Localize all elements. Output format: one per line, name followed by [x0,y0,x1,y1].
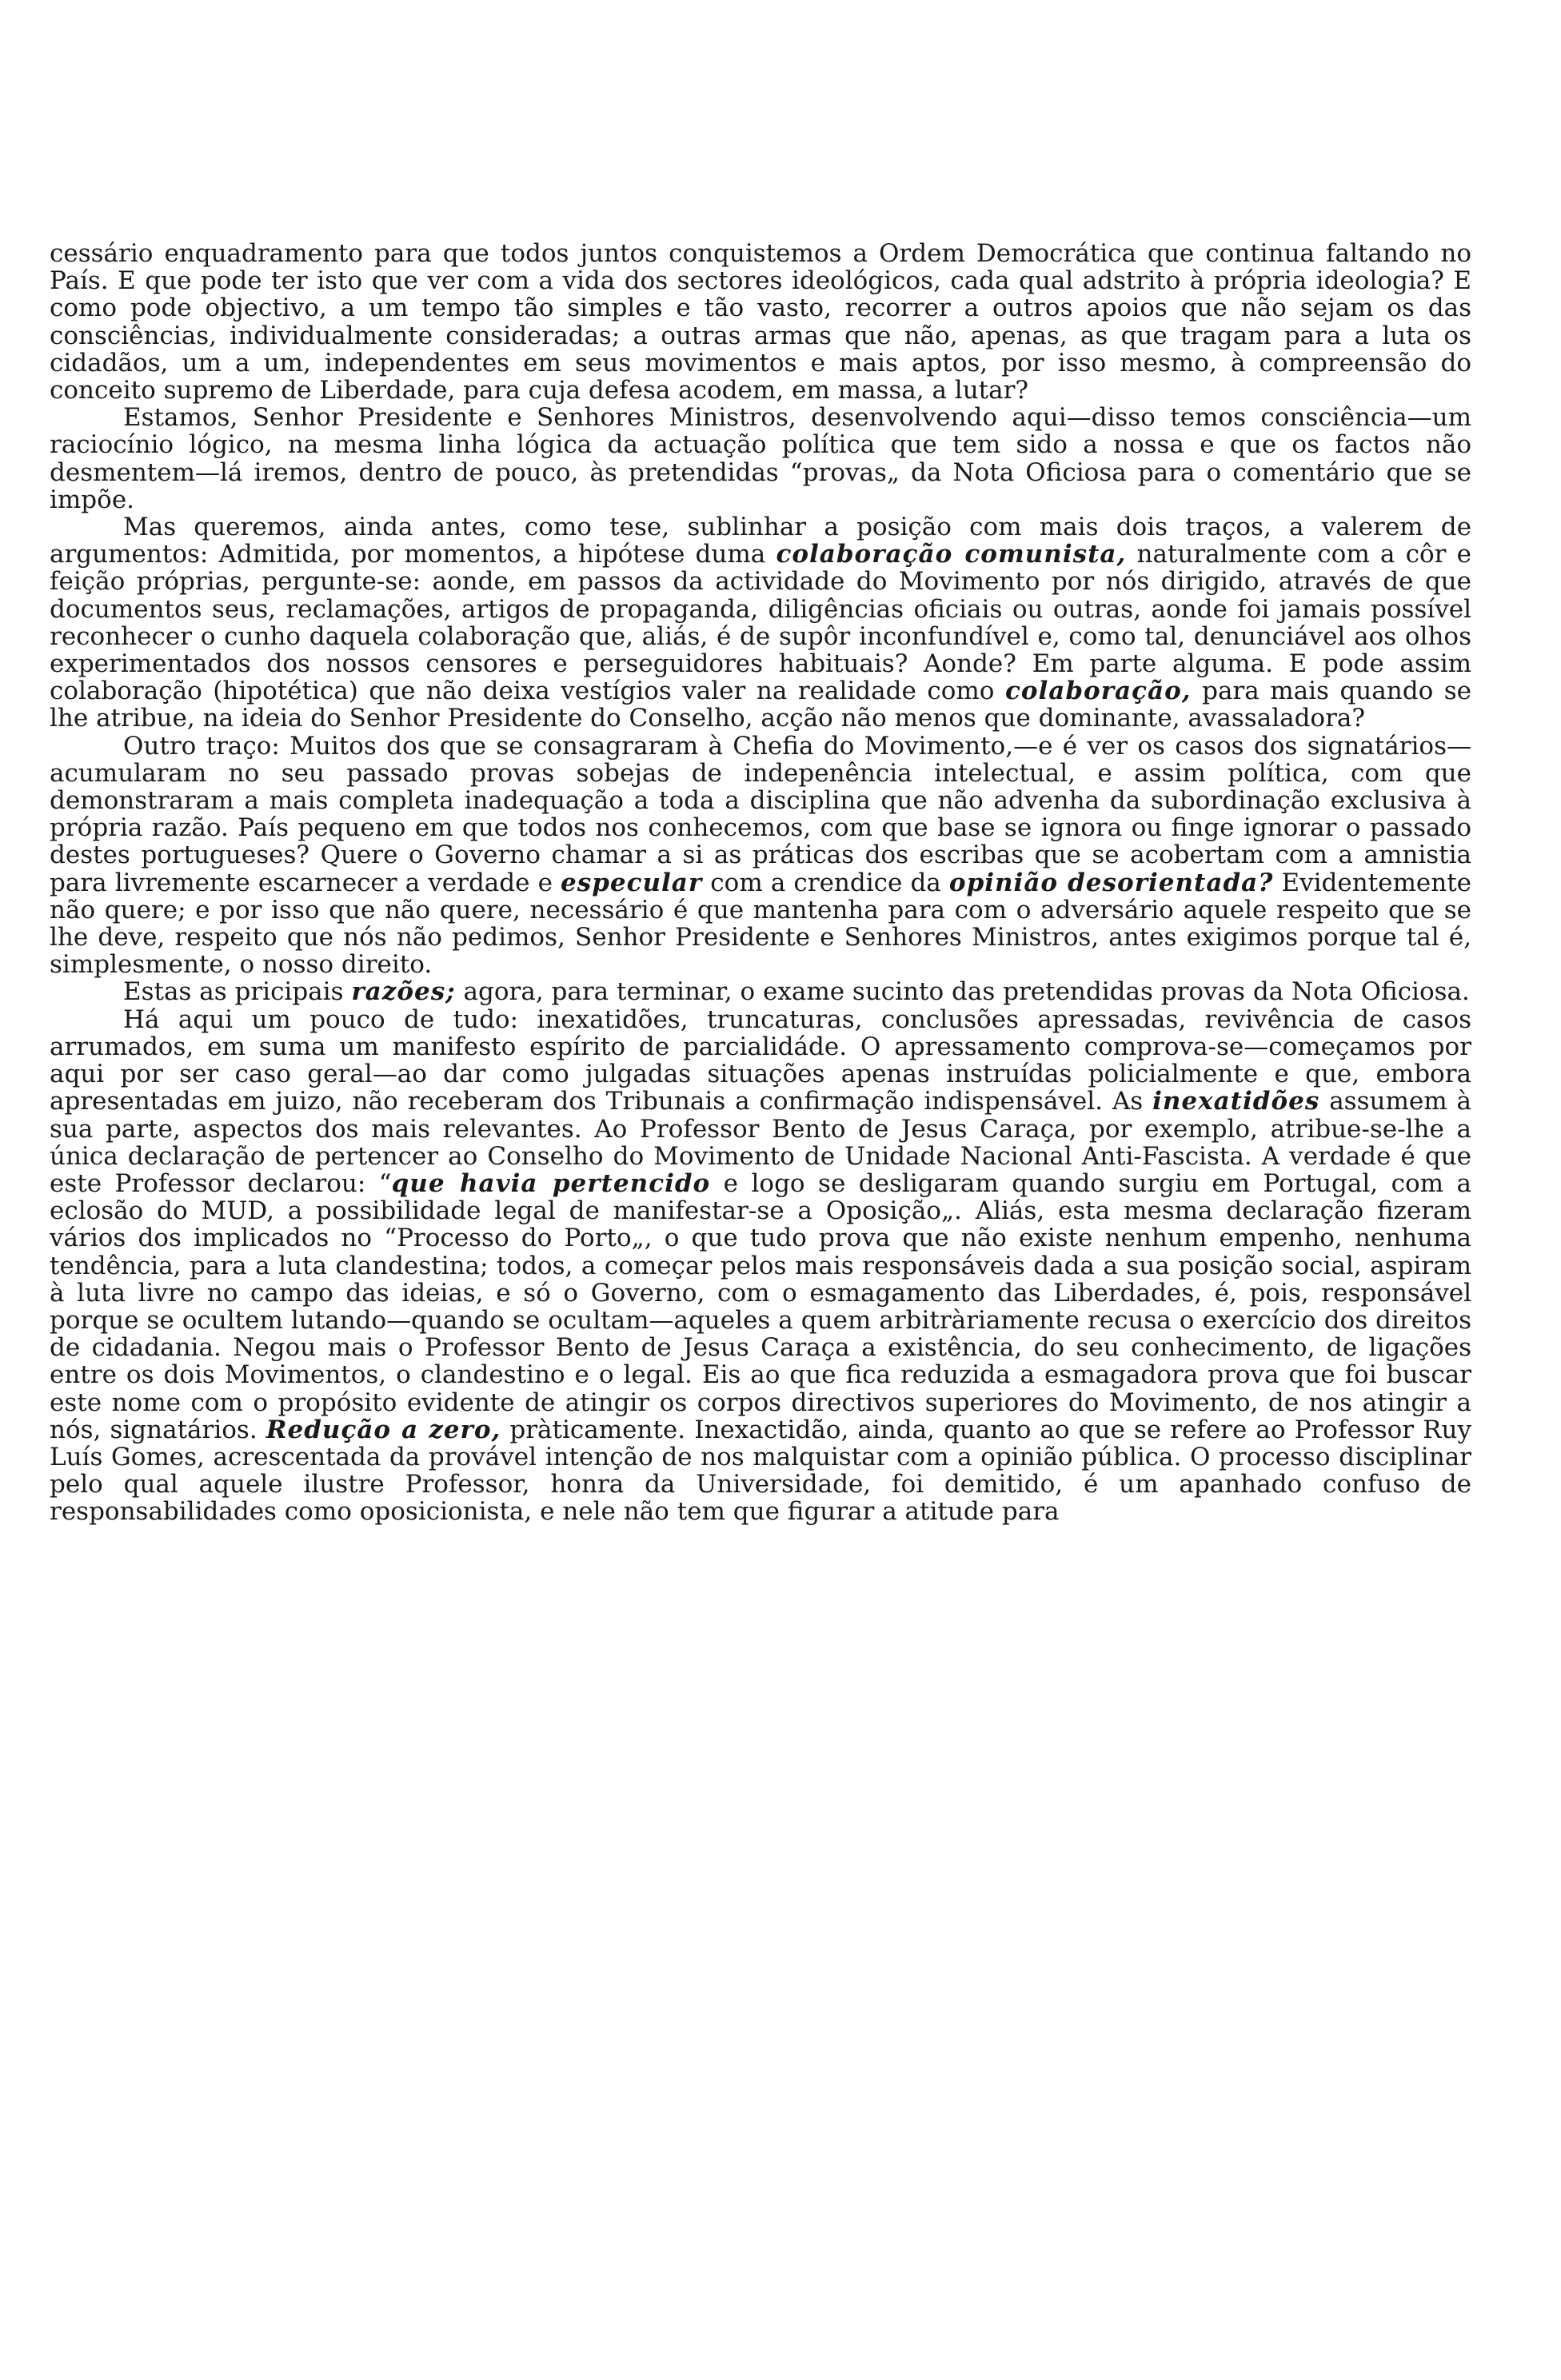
emphasized-text: opinião desorientada? [948,868,1274,897]
emphasized-text: especular [561,868,703,897]
text-run: Evidentemente não quere; e por isso que não quere, necessário é que mantenha para com o adversário aquele respeito que se lhe deve, respeito que nós não pedimos, Senhor Presidente e Senhores Ministros, antes exigimos porque tal é, simplesmente, o nosso direito. [50,868,1471,980]
paragraph-1 [50,240,1471,404]
document-page [50,240,1471,1526]
emphasized-text: Redução a zero, [265,1415,501,1444]
paragraph-5 [50,978,1471,1005]
text-run: Estas as pricipais [123,977,352,1007]
text-run: Outro traço: Muitos dos que se consagraram à Chefia do Movimento,—e é ver os casos dos signatários—acumularam no seu passado provas sobejas de indepenência intelectual, e assim política, com que demonstraram a mais completa inadequação a toda a disciplina que não advenha da subordinação exclusiva à própria razão. País pequeno em que todos nos conhecemos, com que base se ignora ou finge ignorar o passado destes portugueses? Quere o Governo chamar a si as práticas dos escribas que se acobertam com a amnistia para livremente escarnecer a verdade e [50,731,1471,897]
text-run: agora, para terminar, o exame sucinto das pretendidas provas da Nota Oficiosa. [455,977,1470,1007]
text-run: para mais quando se lhe atribue, na ideia do Senhor Presidente do Conselho, acção não menos que dominante, avassaladora? [50,677,1472,733]
text-run: Mas queremos, ainda antes, como tese, sublinhar a posição com mais dois traços, a valerem de argumentos: Admitida, por momentos, a hipótese duma [50,513,1471,569]
paragraph-6 [50,1006,1471,1526]
text-run: pràticamente. Inexactidão, ainda, quanto ao que se refere ao Professor Ruy Luís Gomes, acrescentada da provável intenção de nos malquistar com a opinião pública. O processo disciplinar pelo qual aquele ilustre Professor, honra da Universidade, foi demitido, é um apanhado confuso de responsabilidades como oposicionista, e nele não tem que figurar a atitude para [50,1415,1471,1527]
emphasized-text: colaboração, [1004,677,1192,706]
paragraph-3 [50,513,1471,733]
paragraph-4 [50,733,1471,979]
text-run: assumem à sua parte, aspectos dos mais relevantes. Ao Professor Bento de Jesus Caraça, por exemplo, atribue-se-lhe a única declaração de pertencer ao Conselho do Movimento de Unidade Nacional Anti-Fascista. A verdade é que este Professor declarou: “ [50,1087,1471,1198]
emphasized-text: razões; [351,977,456,1007]
text-run: com a crendice da [702,868,949,897]
emphasized-text: inexatidões [1152,1087,1320,1116]
paragraph-2 [50,404,1471,513]
text-run: e logo se desligaram quando surgiu em Portugal, com a eclosão do MUD, a possibilidade legal de manifestar-se a Oposição„. Aliás, esta mesma declaração fizeram vários dos implicados no “Processo do Porto„, o que tudo prova que não existe nenhum empenho, nenhuma tendência, para a luta clandestina; todos, a começar pelos mais responsáveis dada a sua posição social, aspiram à luta livre no campo das ideias, e só o Governo, com o esmagamento das Liberdades, é, pois, responsável porque se ocultem lutando—quando se ocultam—aqueles a quem arbitràriamente recusa o exercício dos direitos de cidadania. Negou mais o Professor Bento de Jesus Caraça a existência, do seu conhecimento, de ligações entre os dois Movimentos, o clandestino e o legal. Eis ao que fica reduzida a esmagadora prova que foi buscar este nome com o propósito evidente de atingir os corpos directivos superiores do Movimento, de nos atingir a nós, signatários. [50,1168,1471,1444]
text-run: Estamos, Senhor Presidente e Senhores Ministros, desenvolvendo aqui—disso temos consciência—um raciocínio lógico, na mesma linha lógica da actuação política que tem sido a nossa e que os factos não desmentem—lá iremos, dentro de pouco, às pretendidas “provas„ da Nota Oficiosa para o comentário que se impõe. [50,403,1471,514]
emphasized-text: colaboração comunista, [776,540,1127,569]
text-run: Há aqui um pouco de tudo: inexatidões, truncaturas, conclusões apressadas, revivência de casos arrumados, em suma um manifesto espírito de parcialidáde. O apressamento comprova-se—começamos por aqui por ser caso geral—ao dar como julgadas situações apenas instruídas policialmente e que, embora apresentadas em juizo, não receberam dos Tribunais a confirmação indispensável. As [50,1004,1471,1116]
emphasized-text: que havia pertencido [391,1168,711,1198]
text-run: naturalmente com a côr e feição próprias, pergunte-se: aonde, em passos da actividade do Movimento por nós dirigido, através de que documentos seus, reclamações, artigos de propaganda, diligências oficiais ou outras, aonde foi jamais possível reconhecer o cunho daquela colaboração que, aliás, é de supôr inconfundível e, como tal, denunciável aos olhos experimentados dos nossos censores e perseguidores habituais? Aonde? Em parte alguma. E pode assim colaboração (hipotética) que não deixa vestígios valer na realidade como [50,540,1472,706]
text-run: cessário enquadramento para que todos juntos conquistemos a Ordem Democrática que continua faltando no País. E que pode ter isto que ver com a vida dos sectores ideológicos, cada qual adstrito à própria ideologia? E como pode objectivo, a um tempo tão simples e tão vasto, recorrer a outros apoios que não sejam os das consciências, individualmente consideradas; a outras armas que não, apenas, as que tragam para a luta os cidadãos, um a um, independentes em seus movimentos e mais aptos, por isso mesmo, à compreensão do conceito supremo de Liberdade, para cuja defesa acodem, em massa, a lutar? [50,239,1471,405]
